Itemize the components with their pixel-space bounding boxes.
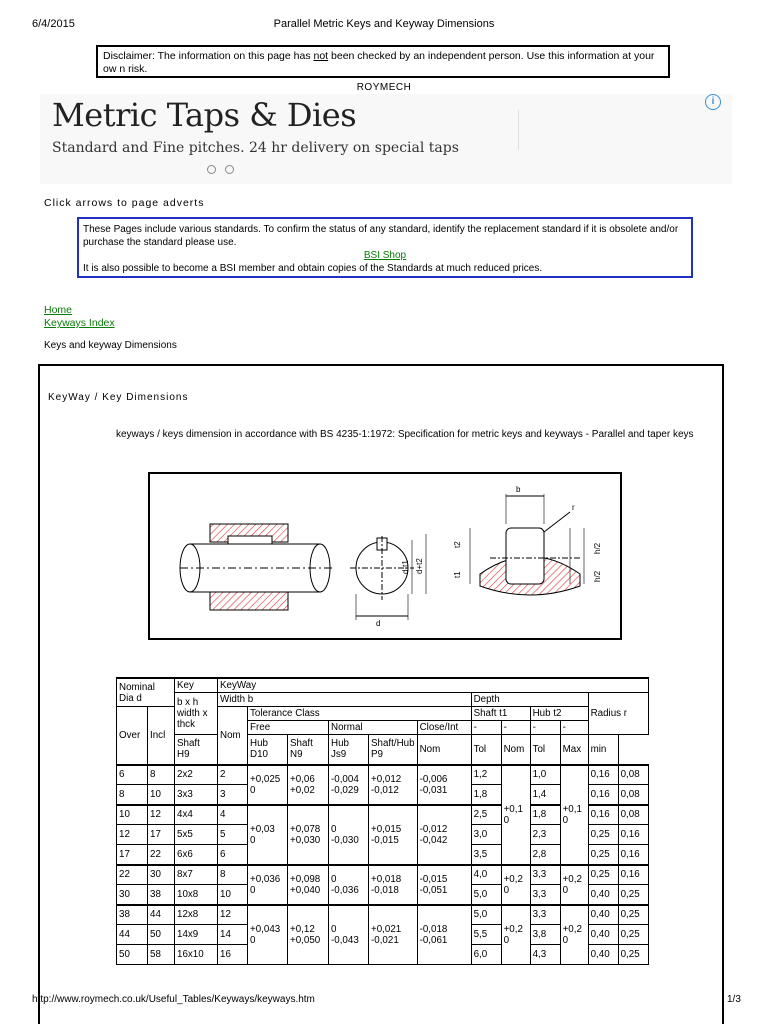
label-d-minus-t1: d-t1 xyxy=(401,560,410,574)
keyway-drawing xyxy=(150,474,620,638)
th-t1-nom: Nom xyxy=(417,735,471,765)
cell-tol-h9: +0,025 0 xyxy=(248,765,288,805)
cell-t2-nom: 3,3 xyxy=(530,905,560,925)
info-icon[interactable]: i xyxy=(705,94,721,110)
cell-tol-p9: -0,006 -0,031 xyxy=(417,765,471,805)
cell-t2-nom: 2,8 xyxy=(530,845,560,865)
shaft-cross-section xyxy=(350,534,426,620)
label-r: r xyxy=(572,503,575,512)
cell-t1-nom: 6,0 xyxy=(471,945,501,965)
cell-nom: 3 xyxy=(218,785,248,805)
cell-t2-nom: 1,8 xyxy=(530,805,560,825)
cell-t1-nom: 1,2 xyxy=(471,765,501,785)
cell-tol-js9: +0,015 -0,015 xyxy=(369,805,418,865)
cell-bxh: 8x7 xyxy=(175,865,218,885)
cell-incl: 8 xyxy=(148,765,175,785)
cell-r-min: 0,08 xyxy=(618,765,648,785)
cell-r-max: 0,25 xyxy=(588,825,618,845)
th-hub-t2: Hub t2 xyxy=(530,707,588,721)
cell-tol-d10: +0,098 +0,040 xyxy=(288,865,329,905)
cell-over: 12 xyxy=(117,825,148,845)
label-h2-top: h/2 xyxy=(593,542,602,554)
cell-tol-p9: -0,015 -0,051 xyxy=(417,865,471,905)
cell-incl: 58 xyxy=(148,945,175,965)
cell-nom: 12 xyxy=(218,905,248,925)
cell-t1-nom: 3,0 xyxy=(471,825,501,845)
cell-r-min: 0,25 xyxy=(618,945,648,965)
th-normal: Normal xyxy=(329,721,418,735)
th-tolerance-class: Tolerance Class xyxy=(248,707,472,721)
label-d-plus-t2: d+t2 xyxy=(415,558,424,574)
th-r-max: Max xyxy=(560,735,588,765)
cell-tol-n9: 0 -0,036 xyxy=(329,865,369,905)
label-t2: t2 xyxy=(453,541,462,548)
th-incl: Incl xyxy=(148,707,175,765)
th-key: Key xyxy=(175,678,218,693)
cell-bxh: 12x8 xyxy=(175,905,218,925)
cell-r-max: 0,40 xyxy=(588,885,618,905)
cell-r-min: 0,08 xyxy=(618,805,648,825)
print-url: http://www.roymech.co.uk/Useful_Tables/Keyways/keyways.htm xyxy=(32,994,315,1005)
cell-incl: 38 xyxy=(148,885,175,905)
th-dash: - xyxy=(560,721,588,735)
keyways-index-link[interactable]: Keyways Index xyxy=(44,317,115,329)
cell-t1-nom: 5,0 xyxy=(471,905,501,925)
cell-tol-p9: -0,012 -0,042 xyxy=(417,805,471,865)
cell-incl: 44 xyxy=(148,905,175,925)
cell-r-min: 0,25 xyxy=(618,885,648,905)
th-close-int: Close/Int xyxy=(417,721,471,735)
cell-r-min: 0,25 xyxy=(618,925,648,945)
shaft-side-view xyxy=(180,524,332,610)
section-description: keyways / keys dimension in accordance with BS 4235-1:1972: Specification for metric keys and keyways - Parallel and taper keys xyxy=(116,429,694,440)
cell-over: 22 xyxy=(117,865,148,885)
disclaimer-not: not xyxy=(313,50,329,62)
cell-r-max: 0,16 xyxy=(588,805,618,825)
advert-subtitle[interactable]: Standard and Fine pitches. 24 hr delivery on special taps xyxy=(52,140,459,156)
home-link[interactable]: Home xyxy=(44,304,73,316)
cell-over: 38 xyxy=(117,905,148,925)
cell-tol-d10: +0,078 +0,030 xyxy=(288,805,329,865)
th-radius-r: Radius r xyxy=(588,693,648,735)
cell-r-max: 0,16 xyxy=(588,765,618,785)
cell-t2-nom: 1,0 xyxy=(530,765,560,785)
th-dash: - xyxy=(501,721,530,735)
cell-over: 50 xyxy=(117,945,148,965)
cell-incl: 12 xyxy=(148,805,175,825)
cell-bxh: 14x9 xyxy=(175,925,218,945)
print-title: Parallel Metric Keys and Keyway Dimensions xyxy=(273,18,495,30)
cell-bxh: 10x8 xyxy=(175,885,218,905)
cell-incl: 22 xyxy=(148,845,175,865)
cell-incl: 17 xyxy=(148,825,175,845)
cell-tol-h9: +0,03 0 xyxy=(248,805,288,865)
th-t2-nom: Nom xyxy=(501,735,530,765)
cell-t1-nom: 2,5 xyxy=(471,805,501,825)
th-shaft-t1: Shaft t1 xyxy=(471,707,530,721)
advert-divider xyxy=(518,110,519,150)
bsi-notice xyxy=(77,217,693,278)
cell-bxh: 6x6 xyxy=(175,845,218,865)
cell-r-max: 0,40 xyxy=(588,905,618,925)
cell-nom: 6 xyxy=(218,845,248,865)
cell-t2-tol: +0,1 0 xyxy=(560,765,588,865)
cell-bxh: 16x10 xyxy=(175,945,218,965)
cell-t2-nom: 2,3 xyxy=(530,825,560,845)
th-shaft-n9: Shaft N9 xyxy=(288,735,329,765)
table-row xyxy=(117,905,649,925)
cell-t2-nom: 3,3 xyxy=(530,865,560,885)
cell-t1-nom: 3,5 xyxy=(471,845,501,865)
th-dash: - xyxy=(530,721,560,735)
cell-t2-nom: 3,8 xyxy=(530,925,560,945)
th-t2-tol: Tol xyxy=(530,735,560,765)
th-shaft-h9: Shaft H9 xyxy=(175,735,218,765)
cell-tol-n9: 0 -0,043 xyxy=(329,905,369,965)
cell-t2-nom: 1,4 xyxy=(530,785,560,805)
keyway-dimensions-table xyxy=(116,677,649,965)
cell-nom: 16 xyxy=(218,945,248,965)
th-nom: Nom xyxy=(218,707,248,765)
cell-r-min: 0,08 xyxy=(618,785,648,805)
cell-r-max: 0,40 xyxy=(588,925,618,945)
cell-tol-n9: 0 -0,030 xyxy=(329,805,369,865)
cell-t2-tol: +0,2 0 xyxy=(560,865,588,905)
label-d: d xyxy=(376,619,381,628)
th-width-b: Width b xyxy=(218,693,472,707)
cell-t2-nom: 4,3 xyxy=(530,945,560,965)
cell-bxh: 3x3 xyxy=(175,785,218,805)
cell-t1-tol: +0,2 0 xyxy=(501,905,530,965)
cell-t1-nom: 5,0 xyxy=(471,885,501,905)
key-section-view xyxy=(470,494,584,595)
cell-nom: 14 xyxy=(218,925,248,945)
advert-dot-1[interactable] xyxy=(207,165,216,174)
cell-tol-d10: +0,06 +0,02 xyxy=(288,765,329,805)
cell-t1-nom: 1,8 xyxy=(471,785,501,805)
cell-tol-js9: +0,021 -0,021 xyxy=(369,905,418,965)
cell-t1-tol: +0,1 0 xyxy=(501,765,530,865)
th-free: Free xyxy=(248,721,329,735)
cell-r-min: 0,16 xyxy=(618,865,648,885)
cell-t2-tol: +0,2 0 xyxy=(560,905,588,965)
section-title: KeyWay / Key Dimensions xyxy=(48,392,189,403)
bsi-text-1: These Pages include various standards. To confirm the status of any standard, identify the replacement standard if it is obsolete and/or purchase the standard please use. xyxy=(83,224,679,248)
th-shaft-hub-p9: Shaft/Hub P9 xyxy=(369,735,418,765)
cell-incl: 30 xyxy=(148,865,175,885)
th-t1-tol: Tol xyxy=(471,735,501,765)
cell-over: 10 xyxy=(117,805,148,825)
cell-t1-nom: 4,0 xyxy=(471,865,501,885)
cell-r-min: 0,25 xyxy=(618,905,648,925)
cell-tol-p9: -0,018 -0,061 xyxy=(417,905,471,965)
cell-bxh: 2x2 xyxy=(175,765,218,785)
cell-over: 17 xyxy=(117,845,148,865)
cell-r-min: 0,16 xyxy=(618,845,648,865)
cell-r-max: 0,16 xyxy=(588,785,618,805)
advert-dot-2[interactable] xyxy=(225,165,234,174)
label-b: b xyxy=(516,485,521,494)
th-bxh: b x h width x thck xyxy=(175,693,218,735)
bsi-shop-link[interactable]: BSI Shop xyxy=(363,250,407,261)
th-r-min: min xyxy=(588,735,618,765)
cell-over: 30 xyxy=(117,885,148,905)
page-heading: Keys and keyway Dimensions xyxy=(44,340,177,351)
disclaimer-text-end: been checked by an independent person. Use this information at your ow n risk. xyxy=(103,50,655,75)
cell-t2-nom: 3,3 xyxy=(530,885,560,905)
cell-bxh: 4x4 xyxy=(175,805,218,825)
cell-tol-n9: -0,004 -0,029 xyxy=(329,765,369,805)
th-keyway: KeyWay xyxy=(218,678,649,693)
label-h2-bottom: h/2 xyxy=(593,570,602,582)
cell-incl: 50 xyxy=(148,925,175,945)
th-nominal-dia: Nominal Dia d xyxy=(117,678,175,707)
print-page-number: 1/3 xyxy=(727,994,741,1005)
bsi-text-2: It is also possible to become a BSI member and obtain copies of the Standards at much reduced prices. xyxy=(83,263,543,274)
cell-tol-js9: +0,012 -0,012 xyxy=(369,765,418,805)
cell-nom: 8 xyxy=(218,865,248,885)
th-dash: - xyxy=(471,721,501,735)
table-row xyxy=(117,865,649,885)
cell-over: 6 xyxy=(117,765,148,785)
cell-r-max: 0,25 xyxy=(588,865,618,885)
cell-nom: 5 xyxy=(218,825,248,845)
th-depth: Depth xyxy=(471,693,588,707)
disclaimer-text-start: Disclaimer: The information on this page has xyxy=(103,50,314,62)
cell-tol-h9: +0,036 0 xyxy=(248,865,288,905)
cell-nom: 4 xyxy=(218,805,248,825)
keyway-diagram xyxy=(148,472,622,640)
cell-tol-js9: +0,018 -0,018 xyxy=(369,865,418,905)
cell-over: 8 xyxy=(117,785,148,805)
cell-tol-h9: +0,043 0 xyxy=(248,905,288,965)
label-t1: t1 xyxy=(453,571,462,578)
th-over: Over xyxy=(117,707,148,765)
cell-tol-d10: +0,12 +0,050 xyxy=(288,905,329,965)
cell-r-min: 0,16 xyxy=(618,825,648,845)
advert-title[interactable]: Metric Taps & Dies xyxy=(52,96,357,134)
cell-t1-tol: +0,2 0 xyxy=(501,865,530,905)
cell-nom: 2 xyxy=(218,765,248,785)
cell-r-max: 0,25 xyxy=(588,845,618,865)
cell-nom: 10 xyxy=(218,885,248,905)
table-row xyxy=(117,765,649,785)
cell-r-max: 0,40 xyxy=(588,945,618,965)
th-hub-d10: Hub D10 xyxy=(248,735,288,765)
print-date: 6/4/2015 xyxy=(32,18,75,30)
cell-incl: 10 xyxy=(148,785,175,805)
site-name: ROYMECH xyxy=(356,82,412,93)
cell-over: 44 xyxy=(117,925,148,945)
cell-t1-nom: 5,5 xyxy=(471,925,501,945)
click-arrows-note: Click arrows to page adverts xyxy=(44,197,205,209)
disclaimer-box xyxy=(96,45,670,78)
th-hub-js9: Hub Js9 xyxy=(329,735,369,765)
cell-bxh: 5x5 xyxy=(175,825,218,845)
